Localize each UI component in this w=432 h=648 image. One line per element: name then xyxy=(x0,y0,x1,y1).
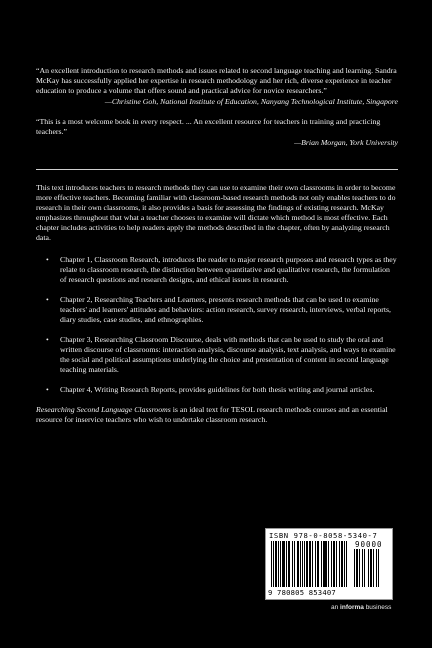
tagline-suffix: business xyxy=(363,604,392,611)
closing-paragraph xyxy=(36,405,398,425)
endorsement-text: “This is a most welcome book in every respect. ... An excellent resource for teachers in training and practicing teachers.” xyxy=(36,117,381,136)
price-addon-number: 90000 xyxy=(355,540,383,549)
barcode xyxy=(265,528,393,600)
chapter-text: Chapter 4, Writing Research Reports, provides guidelines for both thesis writing and journal articles. xyxy=(60,385,375,394)
closing-text: is an ideal text for TESOL research methods courses and an essential resource for inservice teachers who wish to undertake classroom research. xyxy=(36,405,388,424)
intro-paragraph: This text introduces teachers to research methods they can use to examine their own classrooms in order to become more effective teachers. Becoming familiar with classroom-based research methods not only enables teachers to do research in their own classrooms, it also provides a basis for assessing the findings of existing research. McKay emphasizes throughout that what a teacher chooses to examine will dictate which method is most effective. Each chapter includes activities to help readers apply the methods described in the chapter, often by analyzing research data. xyxy=(36,183,396,242)
barcode-gap xyxy=(379,549,381,587)
endorsement-2 xyxy=(36,117,398,148)
barcode-bar xyxy=(346,541,347,587)
addon-bars xyxy=(354,549,388,587)
isbn-label: ISBN 978-0-8058-5340-7 xyxy=(269,531,378,540)
endorsements xyxy=(36,66,398,148)
endorsement-1 xyxy=(36,66,398,107)
informa-logo: informa xyxy=(340,604,364,611)
endorsement-attribution: —Brian Morgan, York University xyxy=(294,138,398,147)
endorsement-text: “An excellent introduction to research methods and issues related to second language teaching and learning. Sandra McKay has successfully applied her expertise in research methodology and her rich, diverse experience in teacher education to produce a volume that offers sound and practical advice for novice researchers.” xyxy=(36,66,397,95)
chapter-list xyxy=(36,255,398,395)
publisher-tagline xyxy=(331,604,391,611)
bullet: • xyxy=(46,335,49,344)
endorsement-attribution: —Christine Goh, National Institute of Education, Nanyang Technological Institute, Singapore xyxy=(104,97,398,106)
divider xyxy=(36,169,398,170)
chapter-item xyxy=(46,295,398,325)
tagline-prefix: an xyxy=(331,604,341,611)
chapter-item xyxy=(46,255,398,285)
chapter-item xyxy=(46,385,398,395)
chapter-text: Chapter 3, Researching Classroom Discourse, deals with methods that can be used to study the oral and written discourse of classrooms: interaction analysis, discourse analysis, text analysis, and ways to examine the social and political assumptions underlying the choice and presentation of content in second language teaching materials. xyxy=(60,335,396,374)
bullet: • xyxy=(46,255,49,264)
chapter-text: Chapter 1, Classroom Research, introduces the reader to major research purposes and research types as they relate to classroom research, the distinction between quantitative and qualitative research, the formulation of research questions and research designs, and ethical issues in research. xyxy=(60,255,397,284)
bullet: • xyxy=(46,385,49,394)
ean-bars xyxy=(271,541,347,587)
chapter-text: Chapter 2, Researching Teachers and Learners, presents research methods that can be used to examine teachers' and learners' attitudes and behaviors: action research, survey research, interviews, verbal reports, diary studies, case studies, and ethnographies. xyxy=(60,295,392,324)
chapter-item xyxy=(46,335,398,375)
ean-number: 9 780805 853407 xyxy=(268,588,336,597)
bullet: • xyxy=(46,295,49,304)
book-title: Researching Second Language Classrooms xyxy=(36,405,171,414)
description xyxy=(36,183,398,425)
